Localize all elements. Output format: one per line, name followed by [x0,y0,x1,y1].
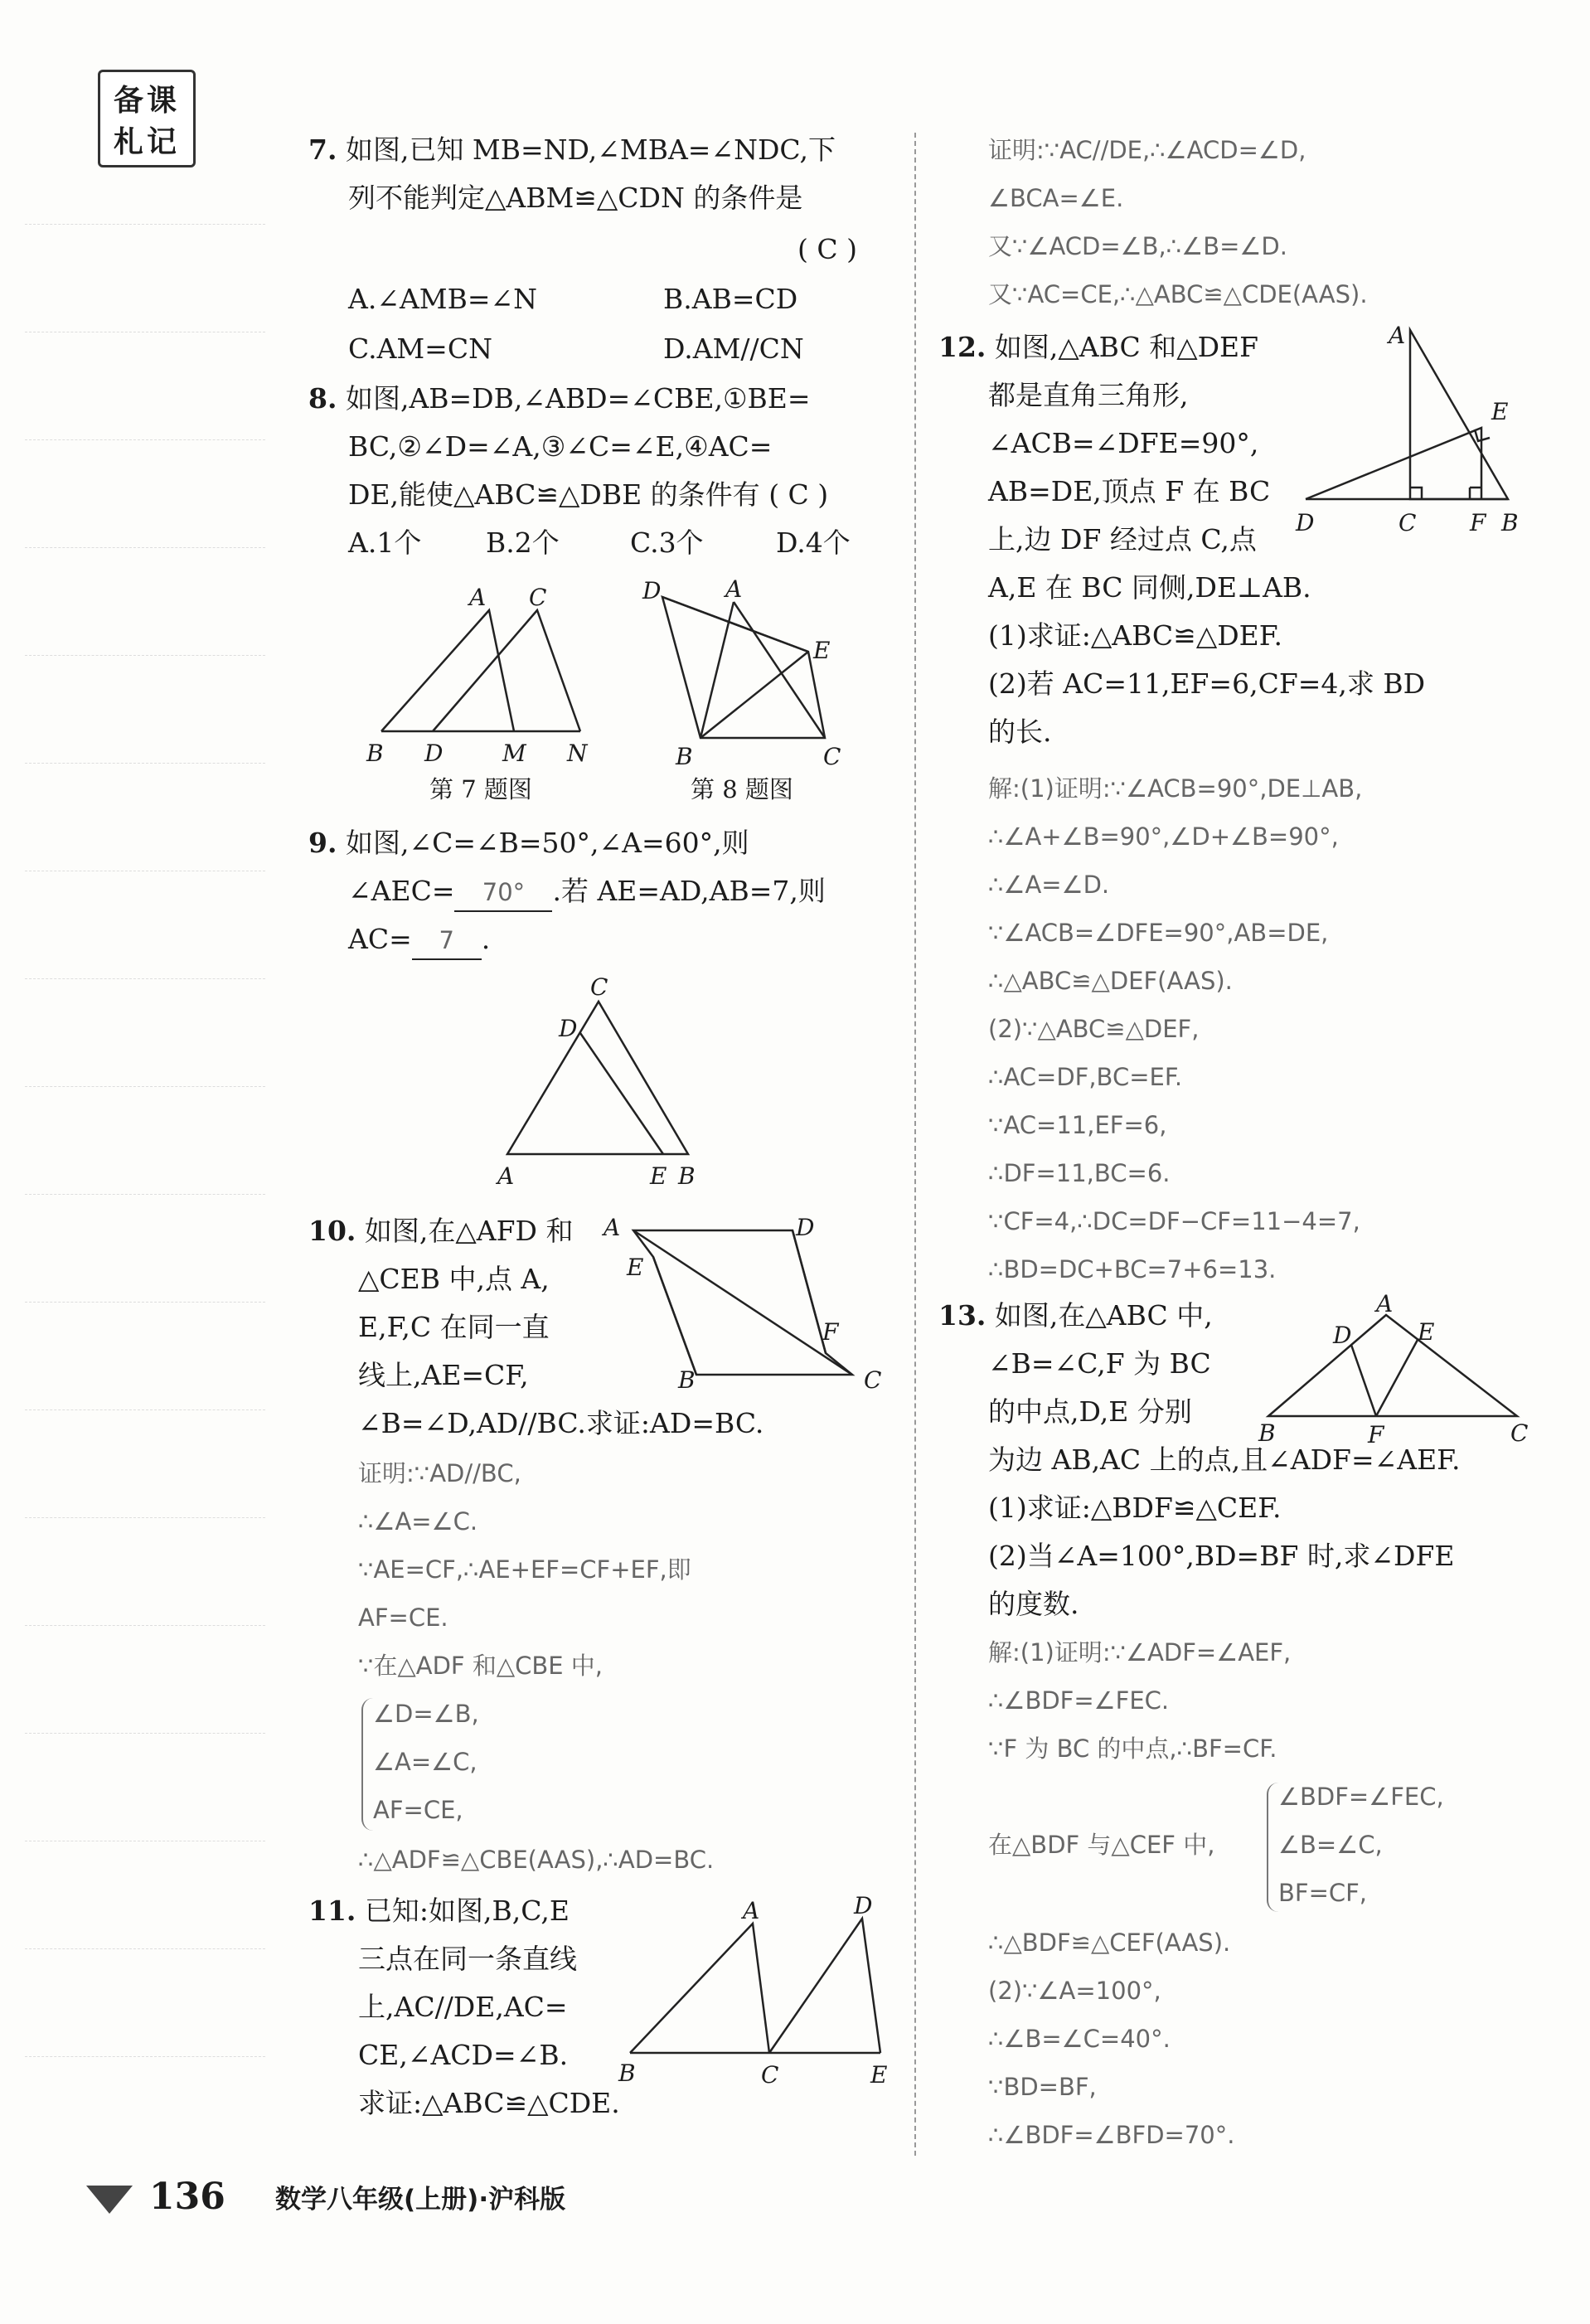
q11-number: 11. [308,1895,356,1927]
q9-blank-2: 7 [412,922,482,960]
notes-stamp [98,70,196,167]
q12-sol-5: ∴△ABC≌△DEF(AAS). [988,967,1233,995]
fig9-label-e: E [650,1162,667,1190]
q8-option-a: A.1个 [348,526,422,559]
question-9 [308,819,897,968]
fig7-label-c: C [529,584,547,611]
fig8-label-b: B [676,743,693,770]
q12-text-8: (2)若 AC=11,EF=6,CF=4,求 BD [988,667,1426,700]
question-8 [308,375,897,574]
q13-text-5: (1)求证:△BDF≌△CEF. [988,1492,1282,1524]
fig12-label-f: F [1470,509,1486,536]
q12-text-7: (1)求证:△ABC≌△DEF. [988,619,1283,652]
q13-text-2: ∠B=∠C,F 为 BC [988,1347,1211,1380]
q13-sol-2: ∴∠BDF=∠FEC. [988,1686,1170,1715]
q10-sol-4: AF=CE. [358,1604,448,1632]
q13-sol2-1: ∴△BDF≌△CEF(AAS). [988,1929,1231,1957]
q10-sys-2: ∠A=∠C, [373,1748,477,1776]
q10-sol-end: ∴△ADF≌△CBE(AAS),∴AD=BC. [358,1846,715,1874]
q7-option-d: D.AM//CN [663,332,804,365]
fig9-label-d: D [559,1015,578,1042]
q12-text-5: 上,边 DF 经过点 C,点 [988,523,1257,556]
fig13-label-d: D [1333,1322,1352,1349]
fig11-label-d: D [854,1892,873,1919]
q13-number: 13. [938,1299,986,1332]
question-7 [308,126,897,375]
q12-sol-8: ∵AC=11,EF=6, [988,1111,1167,1139]
q13-sys-3: BF=CF, [1278,1879,1368,1907]
q10-text-5: ∠B=∠D,AD//BC.求证:AD=BC. [358,1407,764,1439]
q12-sol-3: ∴∠A=∠D. [988,871,1110,899]
fig11-label-a: A [743,1897,760,1924]
q8-option-d: D.4个 [776,526,851,559]
q12-sol-4: ∵∠ACB=∠DFE=90°,AB=DE, [988,919,1329,947]
fig12-label-a: A [1389,323,1406,349]
q13-sys-2: ∠B=∠C, [1278,1831,1383,1859]
book-title: 数学八年级(上册)·沪科版 [275,2185,566,2215]
q11-sol-4: 又∵AC=CE,∴△ABC≌△CDE(AAS). [988,280,1368,308]
figure-13 [1252,1293,1534,1451]
figure-9 [489,970,721,1194]
q10-text-1: 如图,在△AFD 和 [364,1215,574,1247]
q12-text-6: A,E 在 BC 同侧,DE⊥AB. [988,571,1311,604]
q10-sys-1: ∠D=∠B, [373,1700,479,1728]
q12-text-3: ∠ACB=∠DFE=90°, [988,427,1259,459]
q10-text-2: △CEB 中,点 A, [358,1263,550,1295]
q12-sol-1: 解:(1)证明:∵∠ACB=90°,DE⊥AB, [988,774,1363,803]
q12-sol-9: ∴DF=11,BC=6. [988,1159,1171,1187]
q11-text-2: 三点在同一条直线 [358,1943,577,1975]
q12-text-4: AB=DE,顶点 F 在 BC [988,475,1271,507]
fig13-label-b: B [1258,1419,1276,1447]
q11-text-5: 求证:△ABC≌△CDE. [358,2087,620,2119]
q13-sol2-5: ∴∠BDF=∠BFD=70°. [988,2121,1235,2149]
fig8-label-e: E [813,637,831,664]
q13-solution [988,1628,1535,2176]
q11-sol-2: ∠BCA=∠E. [988,184,1124,212]
q10-text-3: E,F,C 在同一直 [358,1311,550,1343]
q8-number: 8. [308,382,337,415]
q7-text-1: 如图,已知 MB=ND,∠MBA=∠NDC,下 [345,133,836,166]
fig13-label-a: A [1376,1293,1394,1317]
q7-option-a: A.∠AMB=∠N [348,283,538,315]
q9-blank-1: 70° [454,874,552,912]
q9-text-1: 如图,∠C=∠B=50°,∠A=60°,则 [345,827,749,859]
q13-sol2-3: ∴∠B=∠C=40°. [988,2025,1171,2053]
q10-text-4: 线上,AE=CF, [358,1359,529,1391]
q13-text-6: (2)当∠A=100°,BD=BF 时,求∠DFE [988,1540,1455,1572]
fig11-label-e: E [870,2061,888,2089]
fig10-label-f: F [822,1318,839,1346]
fig13-label-e: E [1418,1318,1435,1346]
fig9-label-b: B [678,1162,696,1190]
q7-text-2: 列不能判定△ABM≌△CDN 的条件是 [348,182,803,214]
fig12-label-e: E [1491,398,1509,425]
q13-sys-pre: 在△BDF 与△CEF 中, [988,1831,1215,1859]
fig9-label-c: C [590,973,608,1001]
q10-brace [361,1698,373,1831]
fig11-label-c: C [761,2061,779,2089]
figure-7 [356,580,597,771]
q9-text-3b: . [481,923,491,955]
q13-sol-3: ∵F 为 BC 的中点,∴BF=CF. [988,1735,1277,1763]
q10-sol-2: ∴∠A=∠C. [358,1507,478,1536]
q10-sol-1: 证明:∵AD//BC, [358,1459,521,1487]
q13-sol2-4: ∵BD=BF, [988,2073,1097,2101]
fig11-label-b: B [618,2060,636,2087]
q8-answer: ( C ) [768,478,829,511]
fig8-label-c: C [823,743,841,770]
q13-text-3: 的中点,D,E 分别 [988,1395,1192,1428]
fig13-label-f: F [1368,1421,1384,1448]
q10-solution [358,1449,905,1897]
q9-number: 9. [308,827,337,859]
fig7-label-n: N [567,740,588,767]
q8-option-c: C.3个 [630,526,704,559]
q7-option-c: C.AM=CN [348,332,492,365]
q12-solution [988,764,1535,1303]
q13-sol-1: 解:(1)证明:∵∠ADF=∠AEF, [988,1638,1292,1667]
figure-10 [597,1211,895,1393]
q10-number: 10. [308,1215,356,1247]
fig12-label-d: D [1296,509,1315,536]
q12-sol-6: (2)∵△ABC≌△DEF, [988,1015,1200,1043]
q8-text-3: DE,能使△ABC≌△DBE 的条件有 [348,478,760,511]
figure-8 [626,572,858,771]
q13-text-1: 如图,在△ABC 中, [994,1299,1213,1332]
q8-text-2: BC,②∠D=∠A,③∠C=∠E,④AC= [348,430,773,463]
q7-number: 7. [308,133,337,166]
q8-text-1: 如图,AB=DB,∠ABD=∠CBE,①BE= [345,382,811,415]
fig7-label-m: M [502,740,526,767]
q10-sol-3: ∵AE=CF,∴AE+EF=CF+EF,即 [358,1555,691,1584]
fig8-label-d: D [642,577,662,604]
fig13-label-c: C [1510,1419,1529,1447]
fig7-label-d: D [424,740,444,767]
fig10-label-b: B [678,1366,696,1393]
figure-12 [1289,323,1529,556]
fig10-label-c: C [864,1366,882,1393]
notes-stamp-bottom: 札记 [113,124,180,159]
q12-text-1: 如图,△ABC 和△DEF [994,331,1259,363]
fig7-caption: 第 7 题图 [429,775,532,803]
page-number: 136 [149,2176,225,2218]
q9-text-3a: AC= [348,923,412,955]
notes-stamp-top: 备课 [113,83,180,118]
q11-sol-1: 证明:∵AC//DE,∴∠ACD=∠D, [988,136,1306,164]
q13-text-7: 的度数. [988,1588,1079,1620]
fig12-label-b: B [1501,509,1519,536]
q13-sys-1: ∠BDF=∠FEC, [1278,1783,1444,1811]
fig7-label-a: A [469,584,487,611]
q9-text-2b: .若 AE=AD,AB=7,则 [552,875,826,907]
fig8-label-a: A [725,575,743,603]
q10-sys-3: AF=CE, [373,1796,463,1824]
q11-text-4: CE,∠ACD=∠B. [358,2039,569,2071]
q13-brace [1267,1783,1278,1912]
q13-text-4: 为边 AB,AC 上的点,且∠ADF=∠AEF. [988,1443,1461,1476]
fig12-label-c: C [1399,509,1417,536]
footer-ornament [86,2186,133,2214]
q12-sol-7: ∴AC=DF,BC=EF. [988,1063,1183,1091]
column-divider [914,133,916,2156]
q12-number: 12. [938,331,986,363]
q7-option-b: B.AB=CD [663,283,798,315]
q11-solution [988,126,1535,325]
fig10-label-a: A [604,1214,621,1241]
q7-answer: ( C ) [797,233,857,265]
fig9-label-a: A [497,1162,515,1190]
fig8-caption: 第 8 题图 [691,775,793,803]
figure-11 [613,1890,895,2098]
q11-text-3: 上,AC//DE,AC= [358,1991,568,2023]
q12-sol-11: ∴BD=DC+BC=7+6=13. [988,1255,1277,1283]
fig10-label-e: E [627,1254,644,1281]
fig7-label-b: B [366,740,384,767]
q10-sol-5: ∵在△ADF 和△CBE 中, [358,1652,604,1680]
q12-text-2: 都是直角三角形, [988,379,1189,411]
q9-text-2a: ∠AEC= [348,875,455,907]
q13-sol2-2: (2)∵∠A=100°, [988,1977,1161,2005]
q8-option-b: B.2个 [486,526,560,559]
q12-text-9: 的长. [988,716,1052,748]
fig10-label-d: D [796,1214,815,1241]
q12-sol-2: ∴∠A+∠B=90°,∠D+∠B=90°, [988,822,1339,851]
q11-text-1: 已知:如图,B,C,E [364,1895,570,1927]
q11-sol-3: 又∵∠ACD=∠B,∴∠B=∠D. [988,232,1287,260]
q12-sol-10: ∵CF=4,∴DC=DF−CF=11−4=7, [988,1207,1360,1235]
